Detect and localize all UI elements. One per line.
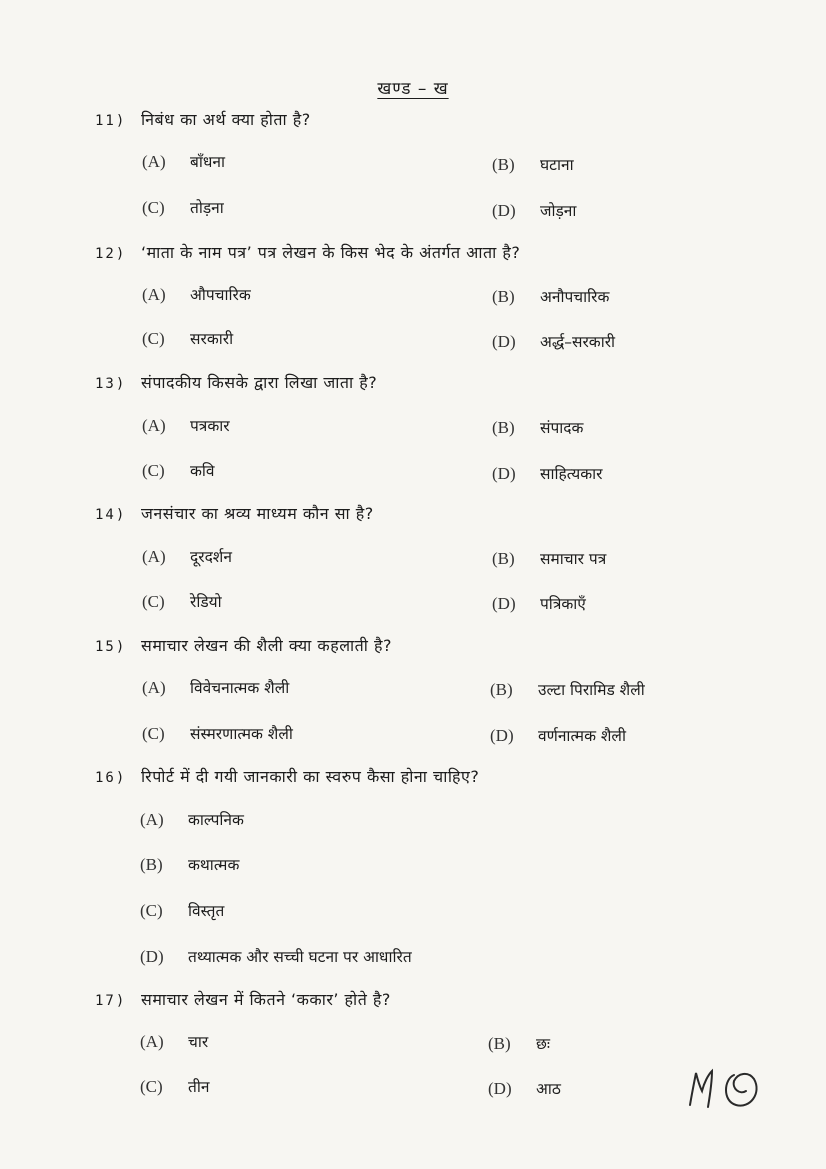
- question-number: 13): [95, 376, 127, 392]
- option-c: (C) रेडियो: [142, 592, 222, 611]
- handwritten-initials-icon: [682, 1065, 772, 1115]
- option-b: (B) घटाना: [492, 155, 574, 174]
- option-b: (B) समाचार पत्र: [492, 549, 607, 568]
- option-a: (A) चार: [140, 1032, 209, 1051]
- question-number: 17): [95, 993, 127, 1009]
- option-a: (A) दूरदर्शन: [142, 547, 232, 566]
- option-d: (D) आठ: [488, 1079, 561, 1098]
- question-text: रिपोर्ट में दी गयी जानकारी का स्वरुप कैसा होना चाहिए?: [141, 767, 480, 786]
- question-text: संपादकीय किसके द्वारा लिखा जाता है?: [141, 373, 378, 392]
- option-a: (A) औपचारिक: [142, 285, 251, 304]
- question-11: [95, 108, 311, 130]
- question-17: [95, 988, 391, 1010]
- question-number: 12): [95, 246, 127, 262]
- option-b: (B) उल्टा पिरामिड शैली: [490, 680, 645, 699]
- option-c: (C) तोड़ना: [142, 198, 224, 217]
- question-13: [95, 371, 377, 393]
- option-c: (C) सरकारी: [142, 329, 234, 348]
- question-text: समाचार लेखन की शैली क्या कहलाती है?: [141, 636, 393, 655]
- option-c: (C) कवि: [142, 461, 215, 480]
- question-text: ‘माता के नाम पत्र’ पत्र लेखन के किस भेद के अंतर्गत आता है?: [141, 243, 521, 262]
- option-d: (D) पत्रिकाएँ: [492, 594, 586, 613]
- option-b: (B) अनौपचारिक: [492, 287, 610, 306]
- question-14: [95, 502, 374, 524]
- option-c: (C) संस्मरणात्मक शैली: [142, 724, 293, 743]
- option-b: (B) कथात्मक: [140, 855, 240, 874]
- question-text: समाचार लेखन में कितने ‘ककार’ होते है?: [141, 990, 391, 1009]
- option-d: (D) साहित्यकार: [492, 464, 603, 483]
- question-number: 11): [95, 113, 127, 129]
- question-text: जनसंचार का श्रव्य माध्यम कौन सा है?: [141, 504, 374, 523]
- question-12: [95, 241, 520, 263]
- option-c: (C) विस्तृत: [140, 901, 225, 920]
- option-c: (C) तीन: [140, 1077, 210, 1096]
- option-d: (D) जोड़ना: [492, 201, 577, 220]
- section-heading: खण्ड – ख: [377, 79, 449, 99]
- option-b: (B) छः: [488, 1034, 550, 1053]
- option-a: (A) बाँधना: [142, 152, 226, 171]
- question-number: 16): [95, 770, 127, 786]
- option-a: (A) विवेचनात्मक शैली: [142, 678, 290, 697]
- question-15: [95, 634, 392, 656]
- option-d: (D) अर्द्ध–सरकारी: [492, 332, 616, 351]
- option-d: (D) वर्णनात्मक शैली: [490, 726, 626, 745]
- question-number: 15): [95, 639, 127, 655]
- option-b: (B) संपादक: [492, 418, 584, 437]
- option-a: (A) पत्रकार: [142, 416, 230, 435]
- question-text: निबंध का अर्थ क्या होता है?: [141, 110, 311, 129]
- option-a: (A) काल्पनिक: [140, 810, 244, 829]
- question-number: 14): [95, 507, 127, 523]
- question-16: [95, 765, 479, 787]
- option-d: (D) तथ्यात्मक और सच्ची घटना पर आधारित: [140, 947, 412, 966]
